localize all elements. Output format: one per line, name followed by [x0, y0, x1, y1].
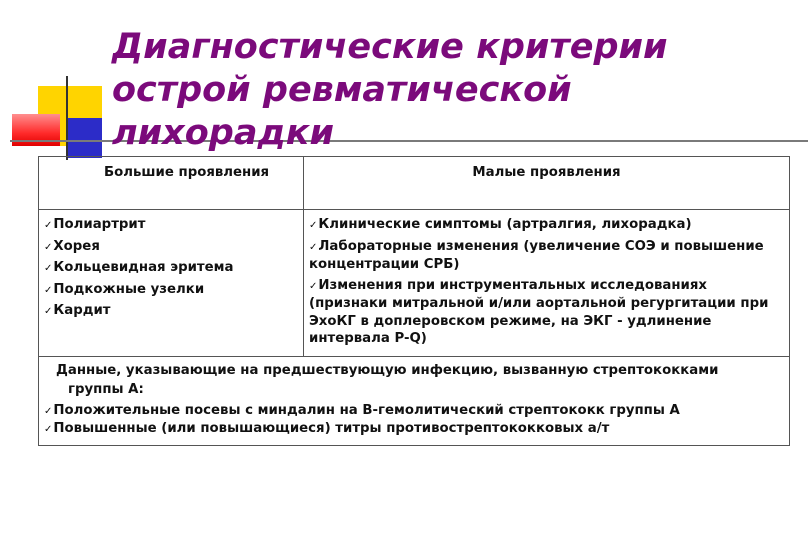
decor-vertical-line: [66, 76, 68, 160]
minor-cell: [304, 210, 790, 357]
list-item: ✓ Подкожные узелки: [44, 281, 298, 300]
decor-blue-square: [68, 118, 102, 158]
infection-evidence-cell: [39, 356, 790, 445]
major-cell: [39, 210, 304, 357]
slide-title: Диагностические критерии острой ревматической лихорадки: [112, 27, 668, 153]
list-item: ✓ Кардит: [44, 302, 298, 321]
major-list: [44, 216, 298, 321]
minor-list: [309, 216, 784, 348]
list-item: ✓ Хорея: [44, 238, 298, 257]
table-row: [39, 210, 790, 357]
minor-header: Малые проявления: [304, 157, 790, 210]
infection-group: группы А:: [68, 382, 144, 397]
list-item: ✓ Клинические симптомы (артралгия, лихорадка): [309, 216, 784, 235]
table-header-row: [39, 157, 790, 210]
infection-intro: Данные, указывающие на предшествующую инфекцию, вызванную стрептококками: [56, 362, 719, 378]
table-row: [39, 356, 790, 445]
list-item: ✓ Лабораторные изменения (увеличение СОЭ и повышение концентрации СРБ): [309, 238, 784, 274]
criteria-table: [38, 156, 790, 446]
list-item: ✓ Положительные посевы с миндалин на В-гемолитический стрептококк группы А: [44, 402, 784, 421]
major-header: Большие проявления: [39, 157, 304, 210]
list-item: ✓ Полиартрит: [44, 216, 298, 235]
list-item: ✓ Кольцевидная эритема: [44, 259, 298, 278]
list-item: ✓ Изменения при инструментальных исследованиях (признаки митральной и/или аортальной регургитации при ЭхоКГ в доплеровском режиме, на ЭКГ - удлинение интервала P-Q): [309, 277, 784, 348]
list-item: ✓ Повышенные (или повышающиеся) титры противострептококковых а/т: [44, 420, 784, 439]
